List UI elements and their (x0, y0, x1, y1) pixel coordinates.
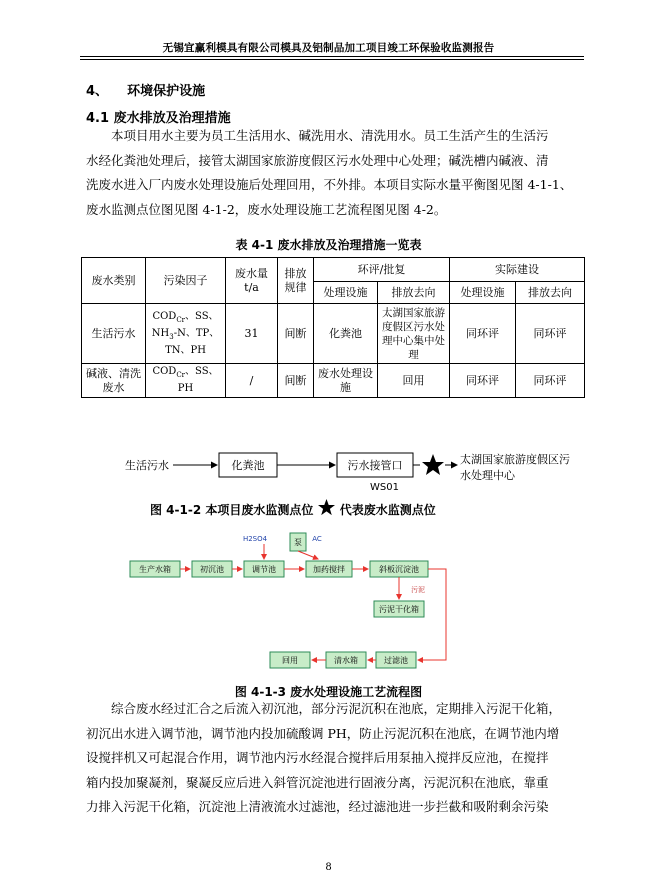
label-sludge: 污泥 (411, 586, 425, 594)
cell-destination: 太湖国家旅游度假区污水处理中心集中处理 (378, 304, 450, 364)
th-destination-actual: 排放去向 (516, 282, 585, 304)
cell-amount: 31 (226, 304, 278, 364)
fig2-caption-right: 代表废水监测点位 (339, 503, 436, 517)
nh-label: NH (151, 327, 170, 339)
body-line: 综合废水经过汇合之后流入初沉池，部分污泥沉积在池底，定期排入污泥干化箱， (111, 701, 562, 716)
node-equalization: 调节池 (252, 565, 276, 574)
cod-label: COD (152, 366, 177, 377)
fig3-caption: 图 4-1-3 废水处理设施工艺流程图 (234, 685, 423, 699)
fig2-caption (150, 499, 570, 518)
cod-sub: Cr (176, 371, 186, 379)
body-line: 力排入污泥干化箱，沉淀池上清液流水过滤池，经过滤池进一步拦截和吸附剩余污染 (86, 799, 549, 814)
node-septic-tank: 化粪池 (231, 459, 265, 472)
intro-line: 水经化粪池处理后，接管太湖国家旅游度假区污水处理中心处理；碱洗槽内碱液、清 (86, 152, 549, 168)
pollutant-tn-ph: TN、PH (165, 344, 206, 356)
node-clean-water: 清水箱 (334, 656, 358, 665)
cell-rule: 间断 (278, 304, 314, 364)
section-heading (86, 80, 205, 99)
cell-pollutant (146, 364, 226, 398)
node-reuse: 回用 (282, 656, 298, 665)
black-star-icon (422, 454, 444, 475)
node-dosing-mixing: 加药搅拌 (313, 565, 345, 574)
node-treatment-center-line2: 水处理中心 (460, 469, 515, 482)
section-title: 环境保护设施 (127, 84, 206, 99)
pollutant-ph: PH (177, 383, 194, 394)
cell-type: 生活污水 (82, 304, 146, 364)
header-rule-thick (80, 56, 584, 57)
pump-arrow (298, 551, 318, 559)
node-primary-settling: 初沉池 (200, 565, 224, 574)
th-rule-line2: 规律 (284, 280, 307, 294)
th-pollutant: 污染因子 (146, 258, 226, 304)
cell-type: 碱液、清洗废水 (82, 364, 146, 398)
cell-actual-destination: 同环评 (516, 304, 585, 364)
subsection-number: 4.1 (86, 111, 110, 126)
th-amount (226, 258, 278, 304)
intro-line: 洗废水进入厂内废水处理设施后处理回用，不外排。本项目实际水量平衡图见图 4-1-1、 (86, 177, 573, 192)
node-sludge-dryer: 污泥干化箱 (379, 605, 419, 614)
cell-actual-destination: 同环评 (516, 364, 585, 398)
monitor-code: WS01 (370, 482, 399, 493)
monitoring-point-diagram (95, 445, 605, 495)
th-actual: 实际建设 (450, 258, 585, 282)
process-flow-diagram (120, 528, 480, 678)
cell-actual-facility: 同环评 (450, 364, 516, 398)
fig2-caption-left: 图 4-1-2 本项目废水监测点位 (150, 503, 314, 517)
node-filter: 过滤池 (384, 656, 408, 665)
wastewater-table (81, 257, 585, 398)
cell-pollutant (146, 304, 226, 364)
table-row (82, 304, 585, 364)
cell-amount: / (226, 364, 278, 398)
body-line: 箱内投加聚凝剂，聚凝反应后进入斜管沉淀池进行固液分离，污泥沉积在池底，靠重 (86, 774, 549, 790)
pollutant-n-tp: -N、TP、 (173, 327, 220, 339)
node-inclined-settler: 斜板沉淀池 (379, 565, 419, 574)
node-pump: 泵 (294, 538, 302, 547)
page-number: 8 (325, 862, 332, 873)
th-facility: 处理设施 (314, 282, 378, 304)
th-rule-line1: 排放 (284, 266, 307, 280)
body-paragraph (86, 697, 584, 820)
th-amount-line1: 废水量 (235, 266, 268, 280)
th-eia: 环评/批复 (314, 258, 450, 282)
pollutant-ss: 、SS、 (185, 310, 219, 322)
node-treatment-center-line1: 太湖国家旅游度假区污 (460, 453, 570, 466)
body-line: 设搅拌机又可起混合作用，调节池内污水经混合搅拌后用泵抽入搅拌反应池，在搅拌 (86, 750, 549, 765)
body-line: 初沉出水进入调节池，调节池内投加硫酸调 PH，防止污泥沉积在池底，在调节池内增 (86, 725, 560, 741)
intro-paragraph (86, 124, 584, 222)
th-type: 废水类别 (82, 258, 146, 304)
th-amount-line2: t/a (244, 280, 259, 294)
th-facility-actual: 处理设施 (450, 282, 516, 304)
cod-sub: Cr (176, 315, 186, 324)
cell-destination: 回用 (378, 364, 450, 398)
cell-actual-facility: 同环评 (450, 304, 516, 364)
table-row (82, 364, 585, 398)
caption-star-icon (318, 499, 336, 513)
cod-label: COD (152, 310, 177, 322)
section-number: 4、 (86, 84, 109, 99)
nh-sub: 3 (169, 332, 174, 341)
intro-line: 废水监测点位图见图 4-1-2，废水处理设施工艺流程图见图 4-2。 (86, 201, 447, 217)
label-sulfuric-acid: H2SO4 (242, 535, 268, 543)
cell-facility: 化粪池 (314, 304, 378, 364)
header-rule-thin (80, 59, 584, 60)
intro-line: 本项目用水主要为员工生活用水、碱洗用水、清洗用水。员工生活产生的生活污 (111, 128, 549, 143)
th-rule (278, 258, 314, 304)
subsection-title: 废水排放及治理措施 (113, 111, 231, 126)
node-sewer-outlet: 污水接管口 (347, 459, 403, 472)
label-pac: AC (312, 535, 322, 543)
table-caption: 表 4-1 废水排放及治理措施一览表 (235, 238, 422, 252)
pollutant-ss: 、SS、 (185, 366, 219, 377)
th-destination: 排放去向 (378, 282, 450, 304)
cell-facility: 废水处理设施 (314, 364, 378, 398)
report-header-title: 无锡宜赢利模具有限公司模具及铝制品加工项目竣工环保验收监测报告 (162, 42, 495, 54)
node-domestic-sewage: 生活污水 (125, 459, 169, 472)
node-production-tank: 生产水箱 (139, 565, 171, 574)
cell-rule: 间断 (278, 364, 314, 398)
